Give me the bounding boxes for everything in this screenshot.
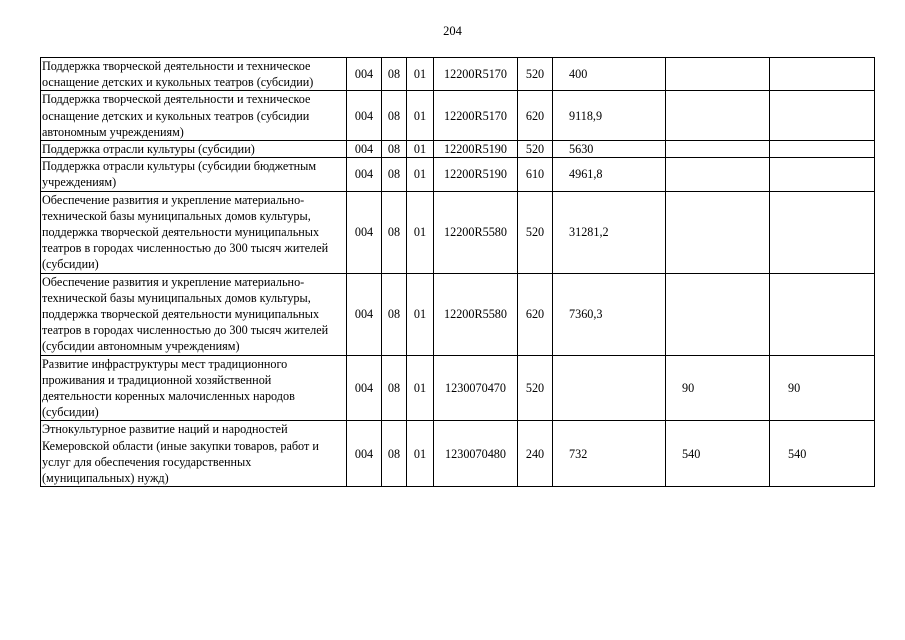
row-amount-3 <box>770 158 875 191</box>
row-section-code: 08 <box>382 158 407 191</box>
row-expense-type-code: 620 <box>518 91 553 141</box>
table-row <box>41 421 875 487</box>
row-amount-2 <box>666 58 770 91</box>
table-row <box>41 91 875 141</box>
row-section-code: 08 <box>382 273 407 355</box>
row-name: Поддержка отрасли культуры (субсидии бюджетным учреждениям) <box>41 158 347 191</box>
table-row <box>41 355 875 421</box>
row-amount-3 <box>770 273 875 355</box>
row-subsection-code: 01 <box>407 191 434 273</box>
row-amount-3 <box>770 141 875 158</box>
page-number: 204 <box>443 24 462 38</box>
row-section-code: 08 <box>382 191 407 273</box>
row-expense-type-code: 610 <box>518 158 553 191</box>
budget-table-body <box>41 58 875 487</box>
row-target-code: 12200R5580 <box>434 273 518 355</box>
row-amount-1: 400 <box>553 58 666 91</box>
row-section-code: 08 <box>382 355 407 421</box>
table-row <box>41 58 875 91</box>
row-name: Развитие инфраструктуры мест традиционного проживания и традиционной хозяйственной деятельности коренных малочисленных народов (субсидии) <box>41 355 347 421</box>
row-amount-1: 5630 <box>553 141 666 158</box>
row-ministry-code: 004 <box>347 91 382 141</box>
row-name: Этнокультурное развитие наций и народностей Кемеровской области (иные закупки товаров, работ и услуг для обеспечения государственных (муниципальных) нужд) <box>41 421 347 487</box>
row-section-code: 08 <box>382 58 407 91</box>
row-target-code: 12200R5190 <box>434 141 518 158</box>
row-amount-2 <box>666 273 770 355</box>
row-ministry-code: 004 <box>347 141 382 158</box>
row-expense-type-code: 240 <box>518 421 553 487</box>
row-section-code: 08 <box>382 91 407 141</box>
row-target-code: 1230070480 <box>434 421 518 487</box>
row-subsection-code: 01 <box>407 273 434 355</box>
row-subsection-code: 01 <box>407 141 434 158</box>
row-amount-2 <box>666 158 770 191</box>
row-amount-3 <box>770 91 875 141</box>
row-subsection-code: 01 <box>407 91 434 141</box>
row-amount-1: 31281,2 <box>553 191 666 273</box>
row-ministry-code: 004 <box>347 191 382 273</box>
row-expense-type-code: 520 <box>518 191 553 273</box>
row-amount-2: 90 <box>666 355 770 421</box>
row-amount-3 <box>770 191 875 273</box>
row-subsection-code: 01 <box>407 58 434 91</box>
row-amount-3 <box>770 58 875 91</box>
row-ministry-code: 004 <box>347 355 382 421</box>
row-expense-type-code: 520 <box>518 355 553 421</box>
row-name: Поддержка творческой деятельности и техническое оснащение детских и кукольных театров (субсидии) <box>41 58 347 91</box>
row-subsection-code: 01 <box>407 158 434 191</box>
row-amount-1: 4961,8 <box>553 158 666 191</box>
row-section-code: 08 <box>382 141 407 158</box>
budget-table <box>40 57 875 487</box>
table-row <box>41 191 875 273</box>
row-expense-type-code: 620 <box>518 273 553 355</box>
row-section-code: 08 <box>382 421 407 487</box>
row-amount-2 <box>666 141 770 158</box>
row-ministry-code: 004 <box>347 58 382 91</box>
row-amount-1 <box>553 355 666 421</box>
table-row <box>41 141 875 158</box>
row-amount-2 <box>666 91 770 141</box>
row-amount-2: 540 <box>666 421 770 487</box>
row-amount-3: 540 <box>770 421 875 487</box>
row-amount-1: 7360,3 <box>553 273 666 355</box>
row-target-code: 12200R5170 <box>434 58 518 91</box>
row-target-code: 12200R5170 <box>434 91 518 141</box>
row-amount-2 <box>666 191 770 273</box>
row-expense-type-code: 520 <box>518 58 553 91</box>
row-amount-3: 90 <box>770 355 875 421</box>
row-target-code: 12200R5190 <box>434 158 518 191</box>
row-name: Обеспечение развития и укрепление материально-технической базы муниципальных домов культуры, поддержка творческой деятельности муниципальных театров в городах численностью до 300 тысяч жителей (субсидии) <box>41 191 347 273</box>
row-amount-1: 9118,9 <box>553 91 666 141</box>
row-subsection-code: 01 <box>407 355 434 421</box>
row-name: Поддержка отрасли культуры (субсидии) <box>41 141 347 158</box>
table-row <box>41 158 875 191</box>
row-subsection-code: 01 <box>407 421 434 487</box>
row-name: Поддержка творческой деятельности и техническое оснащение детских и кукольных театров (субсидии автономным учреждениям) <box>41 91 347 141</box>
row-target-code: 12200R5580 <box>434 191 518 273</box>
row-amount-1: 732 <box>553 421 666 487</box>
row-target-code: 1230070470 <box>434 355 518 421</box>
row-name: Обеспечение развития и укрепление материально-технической базы муниципальных домов культуры, поддержка творческой деятельности муниципальных театров в городах численностью до 300 тысяч жителей (субсидии автономным учреждениям) <box>41 273 347 355</box>
row-ministry-code: 004 <box>347 158 382 191</box>
row-ministry-code: 004 <box>347 273 382 355</box>
row-ministry-code: 004 <box>347 421 382 487</box>
row-expense-type-code: 520 <box>518 141 553 158</box>
table-row <box>41 273 875 355</box>
